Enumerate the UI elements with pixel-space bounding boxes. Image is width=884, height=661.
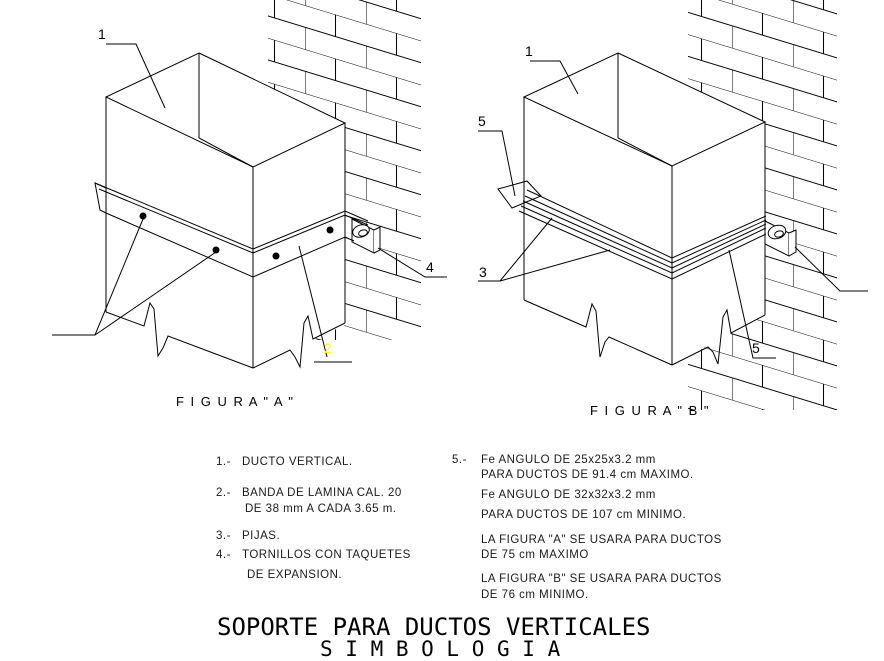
- callout-b-5-top: 5: [478, 113, 486, 129]
- legend-text: PARA DUCTOS DE 91.4 cm MAXIMO.: [481, 469, 694, 481]
- legend-text: DE 38 mm A CADA 3.65 m.: [245, 503, 397, 515]
- legend-text: DUCTO VERTICAL.: [242, 456, 353, 468]
- legend-num-4: 4.-: [216, 549, 231, 561]
- legend-num-2: 2.-: [216, 487, 231, 499]
- drawing-title: SOPORTE PARA DUCTOS VERTICALES: [217, 613, 651, 641]
- figure-a-linework: [52, 0, 447, 368]
- legend-num-3: 3.-: [216, 530, 231, 542]
- figure-a-label: F I G U R A " A ": [176, 394, 295, 409]
- legend-text: LA FIGURA "A" SE USARA PARA DUCTOS: [481, 534, 722, 546]
- callout-b-3: 3: [479, 264, 487, 280]
- figure-b-label: F I G U R A " B ": [590, 403, 710, 418]
- legend-text: PARA DUCTOS DE 107 cm MINIMO.: [481, 509, 687, 521]
- legend-text: Fe ANGULO DE 32x32x3.2 mm: [481, 489, 656, 501]
- legend-text: LA FIGURA "B" SE USARA PARA DUCTOS: [481, 573, 722, 585]
- legend-text: PIJAS.: [242, 530, 281, 542]
- figure-b-linework: [478, 0, 868, 410]
- callout-a-4: 4: [426, 259, 434, 275]
- callout-b-1: 1: [525, 43, 533, 59]
- legend-text: DE EXPANSION.: [247, 569, 343, 581]
- legend-text: Fe ANGULO DE 25x25x3.2 mm: [481, 454, 656, 466]
- legend-text: TORNILLOS CON TAQUETES: [242, 549, 411, 561]
- callout-a-1: 1: [98, 26, 106, 42]
- legend-num-5: 5.-: [452, 454, 467, 466]
- legend-text: DE 75 cm MAXIMO: [481, 549, 589, 561]
- legend-text: BANDA DE LAMINA CAL. 20: [242, 487, 402, 499]
- callout-b-5-bottom: 5: [752, 340, 760, 356]
- legend-text: DE 76 cm MINIMO.: [481, 589, 589, 601]
- callout-a-2: 2: [324, 340, 332, 356]
- drawing-subtitle: S I M B O L O G I A: [320, 637, 561, 661]
- legend-num-1: 1.-: [216, 456, 231, 468]
